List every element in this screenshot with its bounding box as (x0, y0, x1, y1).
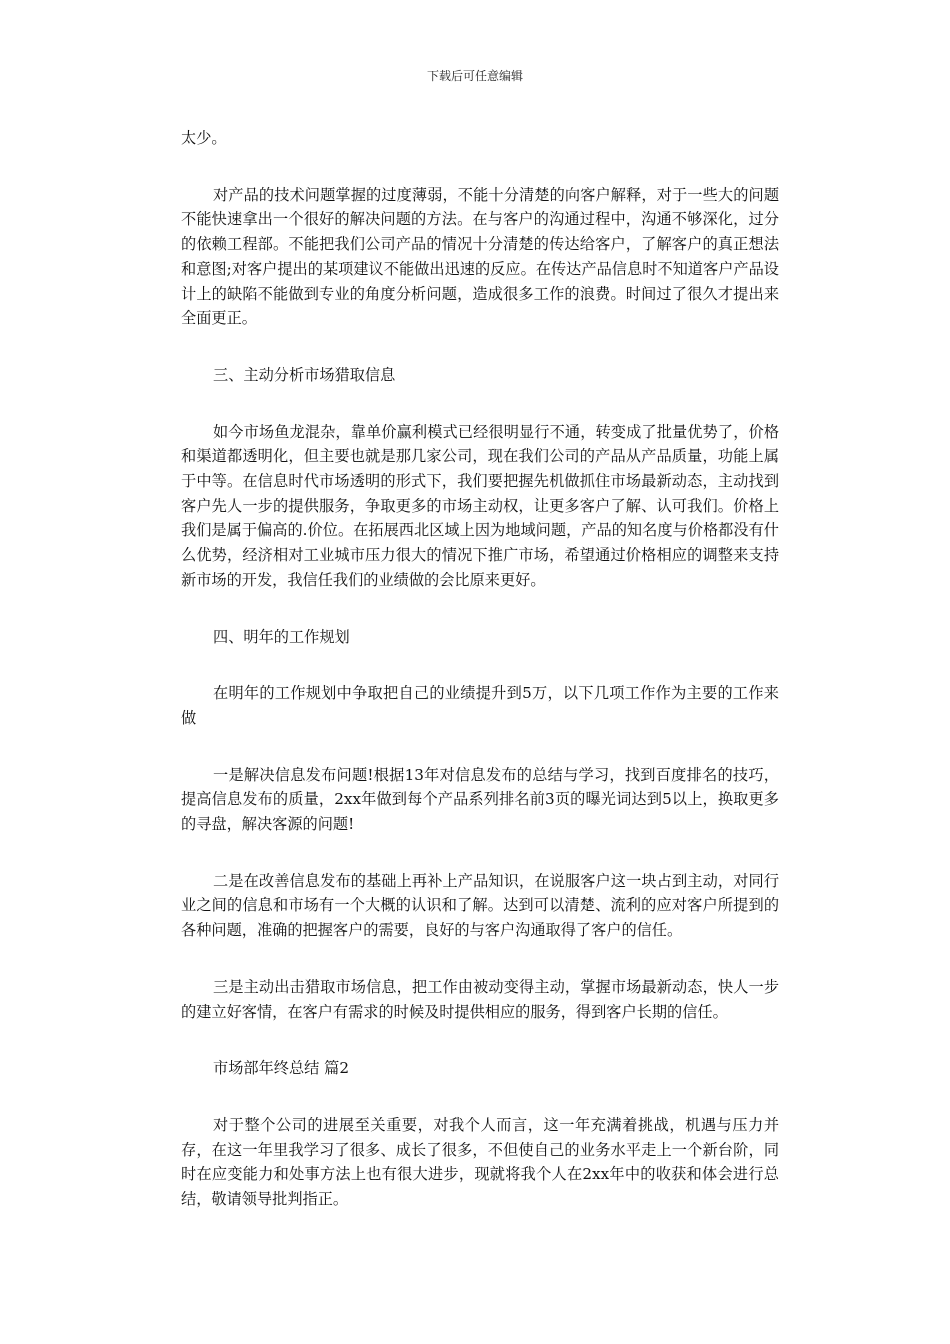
section-heading-4: 四、明年的工作规划 (213, 627, 350, 646)
page-header: 下载后可任意编辑 (426, 69, 523, 83)
paragraph-plan-item-3: 三是主动出击猎取市场信息，把工作由被动变得主动，掌握市场最新动态，快人一步的建立好客情，在客户有需求的时候及时提供相应的服务，得到客户长期的信任。 (181, 977, 779, 1021)
document-body (181, 126, 779, 1244)
paragraph-product-knowledge: 对产品的技术问题掌握的过度薄弱，不能十分清楚的向客户解释，对于一些大的问题不能快速拿出一个很好的解决问题的方法。在与客户的沟通过程中，沟通不够深化，过分的依赖工程部。不能把我们公司产品的情况十分清楚的传达给客户，了解客户的真正想法和意图;对客户提出的某项建议不能做出迅速的反应。在传达产品信息时不知道客户产品设计上的缺陷不能做到专业的角度分析问题，造成很多工作的浪费。时间过了很久才提出来全面更正。 (181, 185, 779, 328)
paragraph-continued: 太少。 (181, 129, 227, 147)
paragraph-summary-intro: 对于整个公司的进展至关重要，对我个人而言，这一年充满着挑战，机遇与压力并存，在这一年里我学习了很多、成长了很多，不但使自己的业务水平走上一个新台阶，同时在应变能力和处事方法上也有很大进步，现就将我个人在2xx年中的收获和体会进行总结，敬请领导批判指正。 (181, 1115, 779, 1209)
paragraph-plan-item-1: 一是解决信息发布问题!根据13年对信息发布的总结与学习，找到百度排名的技巧，提高信息发布的质量，2xx年做到每个产品系列排名前3页的曝光词达到5以上，换取更多的寻盘，解决客源的问题! (181, 765, 779, 834)
paragraph-plan-item-2: 二是在改善信息发布的基础上再补上产品知识，在说服客户这一块占到主动，对同行业之间的信息和市场有一个大概的认识和了解。达到可以清楚、流利的应对客户所提到的各种问题，准确的把握客户的需要，良好的与客户沟通取得了客户的信任。 (181, 871, 779, 940)
paragraph-plan-intro: 在明年的工作规划中争取把自己的业绩提升到5万，以下几项工作作为主要的工作来做 (181, 684, 779, 727)
section-heading-3: 三、主动分析市场猎取信息 (213, 365, 396, 384)
article-heading-2: 市场部年终总结 篇2 (213, 1059, 349, 1078)
paragraph-market-analysis: 如今市场鱼龙混杂，靠单价赢利模式已经很明显行不通，转变成了批量优势了，价格和渠道都透明化，但主要也就是那几家公司，现在我们公司的产品从产品质量，功能上属于中等。在信息时代市场透明的形式下，我们要把握先机做抓住市场最新动态，主动找到客户先人一步的提供服务，争取更多的市场主动权，让更多客户了解、认可我们。价格上我们是属于偏高的.价位。在拓展西北区域上因为地域问题，产品的知名度与价格都没有什么优势，经济相对工业城市压力很大的情况下推广市场，希望通过价格相应的调整来支持新市场的开发，我信任我们的业绩做的会比原来更好。 (181, 422, 779, 589)
